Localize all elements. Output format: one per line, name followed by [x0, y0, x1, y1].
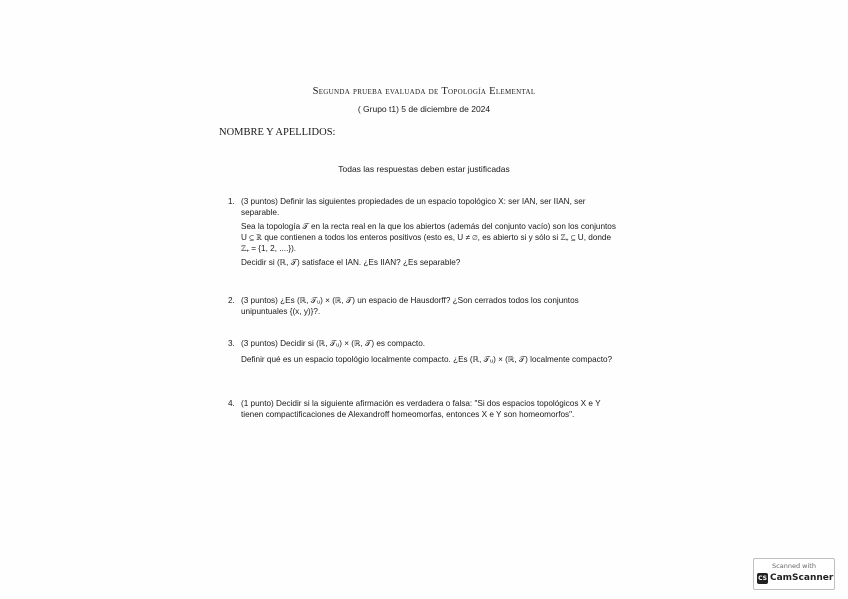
question-number: 1. [228, 197, 235, 206]
instructions: Todas las respuestas deben estar justificadas [338, 164, 510, 174]
question-text: Definir qué es un espacio topológio localmente compacto. ¿Es (ℝ, 𝒯ᵤ) × (ℝ, 𝒯) localmente compacto? [241, 355, 613, 364]
question-number: 4. [228, 399, 235, 408]
question-text: (3 puntos) Definir las siguientes propiedades de un espacio topológico X: ser IAN, ser IIAN, ser separable. [241, 197, 586, 217]
camscanner-brand: CamScanner [770, 573, 834, 583]
scanned-with-label: Scanned with [772, 562, 816, 570]
question-text: Sea la topología 𝒯 en la recta real en la que los abiertos (además del conjunto vacío) son los conjuntos U ⊆ ℝ que contienen a todos los enteros positivos (esto es, U ≠ ∅, es abierto si y sólo si ℤ₊ ⊆ U, donde ℤ₊ = {1, 2, ....}). [241, 222, 616, 253]
student-name-field: NOMBRE Y APELLIDOS: [219, 127, 336, 138]
question-text: Decidir si (ℝ, 𝒯) satisface el IAN. ¿Es IIAN? ¿Es separable? [241, 258, 461, 267]
question-1 [228, 196, 618, 271]
question-number: 2. [228, 296, 235, 305]
camscanner-watermark [753, 558, 835, 590]
question-4 [228, 398, 618, 423]
question-2 [228, 295, 618, 320]
question-text: (3 puntos) ¿Es (ℝ, 𝒯ᵤ) × (ℝ, 𝒯) un espacio de Hausdorff? ¿Son cerrados todos los conjuntos unipuntuales {(x, y)}?. [241, 296, 579, 316]
question-text: (3 puntos) Decidir si (ℝ, 𝒯ᵤ) × (ℝ, 𝒯) es compacto. [241, 339, 426, 348]
question-3 [228, 338, 618, 368]
camscanner-logo-icon: CS [758, 575, 767, 582]
exam-title: Segunda prueba evaluada de Topología Elemental [312, 86, 536, 97]
exam-subtitle: ( Grupo t1) 5 de diciembre de 2024 [357, 104, 491, 114]
question-text: (1 punto) Decidir si la siguiente afirmación es verdadera o falsa: "Si dos espacios topológicos X e Y tienen compactificaciones de Alexandroff homeomorfas, entonces X e Y son homeomorfos". [241, 399, 601, 419]
question-number: 3. [228, 339, 235, 348]
